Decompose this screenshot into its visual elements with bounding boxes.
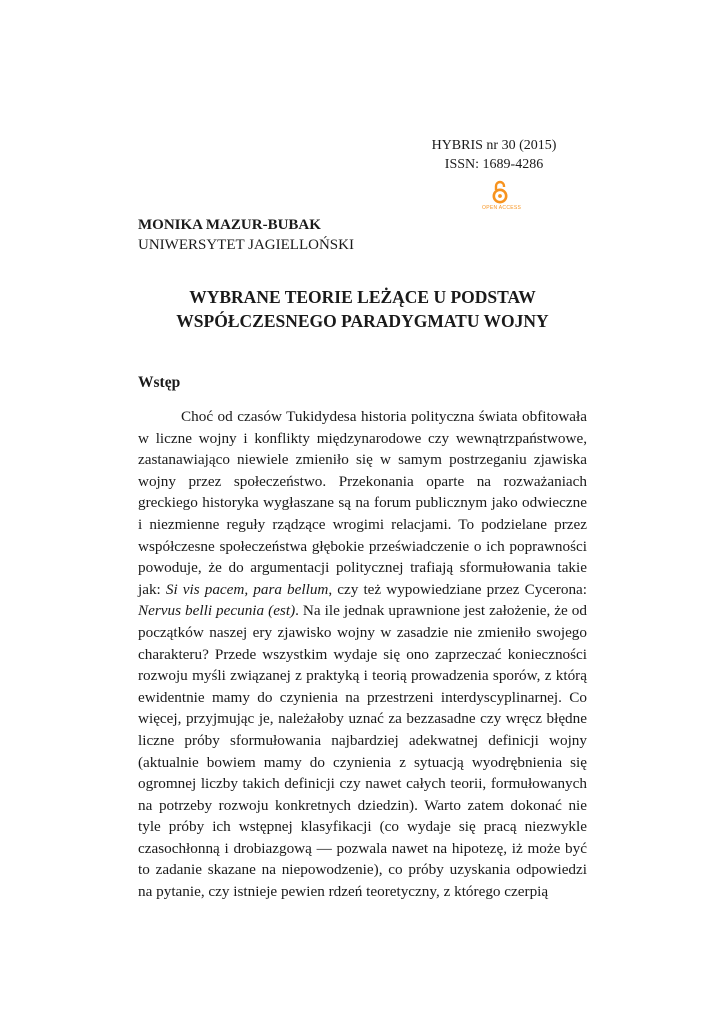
open-access-logo <box>482 180 522 214</box>
author-name: MONIKA MAZUR-BUBAK <box>138 217 321 233</box>
journal-issue: HYBRIS nr 30 (2015) <box>431 138 557 153</box>
title-line-2: WSPÓŁCZESNEGO PARADYGMATU WOJNY <box>176 311 549 331</box>
paragraph-text-1: Choć od czasów Tukidydesa historia polityczna świata obfitowała w liczne wojny i konflikty międzynarodowe czy wewnątrzpaństwowe, zastanawiająco niewiele zmieniło się w samym postrzeganiu zjawiska wojny przez społeczeństwo. Przekonania oparte na rozważaniach greckiego historyka wygłaszane są na forum publicznym jako odwieczne i niezmienne reguły rządzące wrogimi relacjami. To podzielane przez współczesne społeczeństwa głębokie przeświadczenie o ich poprawności powoduje, że do argumentacji politycznej trafiają sformułowania takie jak: <box>138 408 587 598</box>
body-text <box>138 406 587 903</box>
paragraph-text-2: , czy też wypowiedziane przez Cycerona: <box>328 580 588 598</box>
paper-title <box>130 285 595 333</box>
author-block <box>138 215 354 255</box>
open-access-lock-icon <box>492 180 508 204</box>
paragraph-text-3: . Na ile jednak uprawnione jest założenie, że od początków naszej ery zjawisko wojny w zasadzie nie zmieniło swojego charakteru? Przede wszystkim wydaje się ono zaprzeczać konieczności rozwoju myśli związanej z praktyką i teorią prowadzenia sporów, z którą ewidentnie mamy do czynienia na przestrzeni interdyscyplinarnej. Co więcej, przyjmując je, należałoby uznać za bezzasadne czy wręcz błędne liczne próby sformułowania najbardziej adekwatnej definicji wojny (aktualnie bowiem mamy do czynienia z sytuacją wyodrębnienia się ogromnej liczby takich definicji czy nawet całych teorii, formułowanych na potrzeby rozwoju konkretnych dziedzin). Warto zatem dokonać nie tyle próby ich wstępnej klasyfikacji (co wydaje się pracą niezwykle czasochłonną i drobiazgową — pozwala nawet na hipotezę, iż może być to zadanie skazane na niepowodzenie), co próby uzyskania odpowiedzi na pytanie, czy istnieje pewien rdzeń teoretyczny, z którego czerpią <box>138 602 587 901</box>
title-line-1: WYBRANE TEORIE LEŻĄCE U PODSTAW <box>189 287 536 307</box>
author-affiliation: UNIWERSYTET JAGIELLOŃSKI <box>138 237 354 253</box>
latin-quote-2: Nervus belli pecunia (est) <box>138 602 296 620</box>
latin-quote-1: Si vis pacem, para bellum <box>165 580 329 598</box>
section-heading: Wstęp <box>138 374 181 391</box>
journal-info <box>404 136 584 174</box>
paragraph <box>138 406 587 903</box>
journal-issn: ISSN: 1689-4286 <box>444 157 544 172</box>
open-access-label: OPEN ACCESS <box>482 205 522 211</box>
